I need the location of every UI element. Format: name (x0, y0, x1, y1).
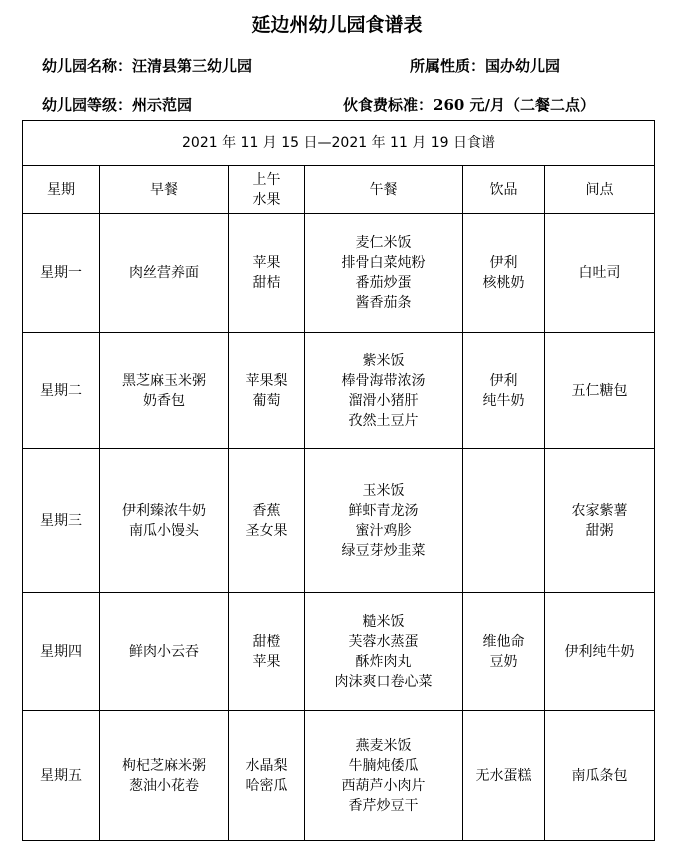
weekday-cell: 星期一 (23, 214, 100, 333)
snack-item: 甜粥 (585, 522, 614, 539)
page-title: 延边州幼儿园食谱表 (251, 14, 423, 36)
breakfast-item: 南瓜小馒头 (129, 522, 199, 539)
breakfast-item: 肉丝营养面 (129, 265, 199, 281)
snack-cell (545, 449, 655, 593)
drink-cell (463, 449, 545, 593)
lunch-item: 酱香茄条 (355, 295, 412, 311)
drink-item: 维他命 (482, 633, 525, 650)
lunch-item: 番茄炒蛋 (355, 275, 412, 291)
kindergarten-nature (410, 55, 560, 76)
fruit-item: 圣女果 (245, 522, 288, 539)
lunch-item: 绿豆芽炒韭菜 (341, 542, 426, 559)
lunch-item: 芙蓉水蒸蛋 (348, 633, 419, 650)
drink-item: 伊利 (489, 372, 518, 389)
lunch-item: 香芹炒豆干 (348, 797, 419, 814)
snack-cell (545, 333, 655, 449)
drink-item: 无水蛋糕 (475, 767, 532, 784)
fruit-item: 哈密瓜 (245, 777, 288, 794)
drink-item: 纯牛奶 (482, 392, 525, 409)
meal-fee-label: 伙食费标准： (343, 96, 434, 114)
breakfast-cell (100, 449, 229, 593)
header-row (23, 166, 655, 214)
lunch-item: 糙米饭 (362, 613, 405, 630)
weekday-cell: 星期三 (23, 449, 100, 593)
menu-row (23, 214, 655, 333)
fruit-item: 葡萄 (252, 392, 281, 409)
drink-cell (463, 214, 545, 333)
snack-item: 伊利纯牛奶 (564, 643, 635, 660)
menu-row (23, 333, 655, 449)
fruit-cell (229, 449, 305, 593)
fruit-item: 苹果 (252, 255, 281, 271)
kindergarten-nature-label: 所属性质： (410, 57, 486, 75)
header-day: 星期 (23, 166, 100, 214)
breakfast-item: 鲜肉小云吞 (129, 643, 199, 660)
breakfast-cell (100, 214, 229, 333)
lunch-item: 麦仁米饭 (355, 235, 412, 251)
lunch-item: 酥炸肉丸 (355, 653, 412, 670)
menu-row (23, 593, 655, 711)
snack-item: 白吐司 (578, 265, 621, 281)
header-snack: 间点 (545, 166, 655, 214)
lunch-cell (305, 711, 463, 841)
menu-row (23, 449, 655, 593)
menu-table (22, 120, 655, 841)
kindergarten-grade-label: 幼儿园等级： (42, 96, 133, 114)
lunch-item: 西葫芦小肉片 (341, 777, 426, 794)
breakfast-item: 伊利臻浓牛奶 (122, 502, 206, 519)
lunch-item: 肉沫爽口卷心菜 (334, 673, 433, 690)
fruit-cell (229, 333, 305, 449)
fruit-item: 水晶梨 (245, 757, 288, 774)
breakfast-item: 枸杞芝麻米粥 (122, 757, 206, 774)
lunch-item: 燕麦米饭 (355, 737, 412, 754)
lunch-cell (305, 449, 463, 593)
lunch-cell (305, 333, 463, 449)
fruit-cell (229, 711, 305, 841)
drink-cell (463, 711, 545, 841)
snack-item: 农家紫薯 (571, 502, 628, 519)
header-fruit-line: 上午 (252, 171, 281, 188)
snack-cell (545, 711, 655, 841)
meal-fee-standard (343, 94, 595, 115)
lunch-item: 玉米饭 (362, 482, 405, 499)
breakfast-item: 奶香包 (143, 392, 185, 409)
header-drink: 饮品 (463, 166, 545, 214)
fruit-cell (229, 593, 305, 711)
drink-item: 伊利 (489, 255, 518, 271)
fruit-cell (229, 214, 305, 333)
drink-cell (463, 593, 545, 711)
lunch-item: 紫米饭 (362, 352, 405, 369)
weekday-cell: 星期五 (23, 711, 100, 841)
lunch-item: 溜滑小猪肝 (348, 392, 419, 409)
breakfast-item: 葱油小花卷 (129, 777, 199, 794)
breakfast-cell (100, 593, 229, 711)
drink-cell (463, 333, 545, 449)
lunch-item: 鲜虾青龙汤 (348, 502, 419, 519)
fruit-item: 苹果 (252, 653, 281, 670)
kindergarten-nature-value: 国办幼儿园 (485, 57, 561, 75)
kindergarten-grade (42, 94, 192, 115)
snack-cell (545, 593, 655, 711)
weekday-cell: 星期四 (23, 593, 100, 711)
date-range: 2021 年 11 月 15 日—2021 年 11 月 19 日食谱 (23, 121, 655, 166)
lunch-cell (305, 593, 463, 711)
breakfast-cell (100, 711, 229, 841)
date-range-row (23, 121, 655, 166)
kindergarten-name-label: 幼儿园名称： (42, 57, 133, 75)
snack-cell (545, 214, 655, 333)
kindergarten-name (42, 55, 252, 76)
lunch-cell (305, 214, 463, 333)
kindergarten-name-value: 汪清县第三幼儿园 (132, 57, 253, 75)
breakfast-item: 黑芝麻玉米粥 (122, 372, 206, 389)
lunch-item: 棒骨海带浓汤 (341, 372, 426, 389)
header-fruit-line: 水果 (252, 191, 281, 208)
menu-body (23, 214, 655, 841)
lunch-item: 排骨白菜炖粉 (341, 255, 426, 271)
breakfast-cell (100, 333, 229, 449)
drink-item: 豆奶 (489, 653, 518, 670)
header-fruit (229, 166, 305, 214)
kindergarten-grade-value: 州示范园 (132, 96, 193, 114)
drink-item: 核桃奶 (482, 275, 525, 291)
fruit-item: 甜橙 (252, 633, 281, 650)
weekday-cell: 星期二 (23, 333, 100, 449)
fruit-item: 甜桔 (252, 275, 281, 291)
lunch-item: 孜然土豆片 (348, 412, 419, 429)
lunch-item: 蜜汁鸡胗 (355, 522, 412, 539)
meal-fee-value: 260 元/月（二餐二点） (433, 96, 596, 114)
header-lunch: 午餐 (305, 166, 463, 214)
lunch-item: 牛腩炖倭瓜 (348, 757, 419, 774)
fruit-item: 苹果梨 (245, 372, 288, 389)
menu-row (23, 711, 655, 841)
fruit-item: 香蕉 (252, 502, 281, 519)
snack-item: 南瓜条包 (571, 767, 628, 784)
snack-item: 五仁糖包 (571, 382, 628, 399)
header-breakfast: 早餐 (100, 166, 229, 214)
